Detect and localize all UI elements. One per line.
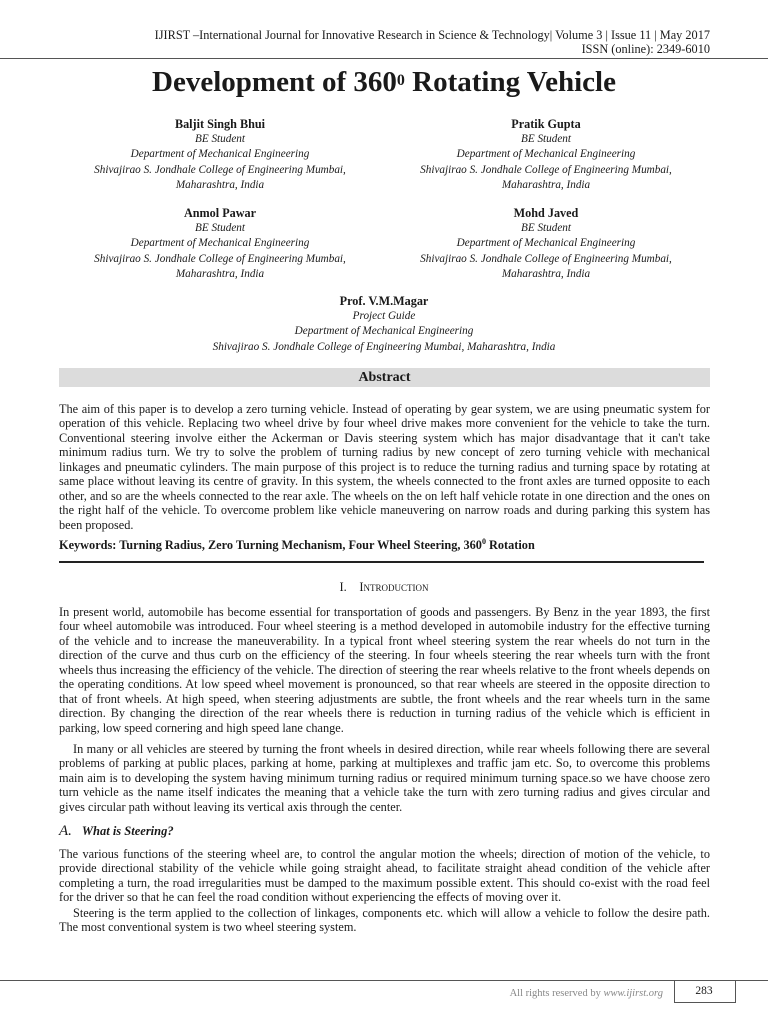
intro-paragraph-2: In many or all vehicles are steered by turning the front wheels in desired direction, while rear wheels following there are several problems of parking at public places, parking at home, parking at multiplexes and traffic jam etc. So, to overcome this problems main aim is to developing the system having minimum turning radius or required minimum turning space.so we have choose zero turn vehicle as the name itself indicates the meaning that a vehicle take the turn with zero turning radius and gives circular and gives circular path without leaving its vertical axis through the center. xyxy=(59,742,710,814)
author-college: Shivajirao S. Jondhale College of Engineering Mumbai, xyxy=(94,252,346,265)
author-dept: Department of Mechanical Engineering xyxy=(130,148,310,161)
abstract-text: The aim of this paper is to develop a zero turning vehicle. Instead of operating by gear system, we are using pneumatic system for operation of this vehicle. Replacing two wheel drive by four wheel drive makes more convenient for the vehicle to take the turn. Conventional steering involve either the Ackerman or Davis steering system which has major disadvantage that it can't take minimum radius turn. We try to solve the problem of turning radius by new concept of zero turning vehicle with mechanical linkages and pneumatic cylinders. The main purpose of this project is to reduce the turning radius and turning space by rotating at same place without leaving its centre of gravity. In this system, the wheels connected to the front axles are turned opposite to each other, and so are the wheels connected to the rear axle. The wheels on the on left half vehicle rotate in one direction and the ones on the right half of the vehicle. To overcome problem like vehicle maneuvering on narrow roads and during parking this system has been proposed. xyxy=(59,402,710,532)
author-block-3 xyxy=(60,206,380,282)
author-place: Maharashtra, India xyxy=(501,267,591,280)
subsection-heading-steering xyxy=(59,823,174,839)
author-name: Mohd Javed xyxy=(513,206,579,220)
author-block-1 xyxy=(60,117,380,193)
issn-line: ISSN (online): 2349-6010 xyxy=(581,42,710,56)
author-college: Shivajirao S. Jondhale College of Engineering Mumbai, xyxy=(420,163,672,176)
keywords-superscript: 0 xyxy=(481,537,486,546)
author-college: Shivajirao S. Jondhale College of Engineering Mumbai, xyxy=(420,252,672,265)
header-rule xyxy=(0,58,768,59)
author-block-2 xyxy=(386,117,706,193)
author-role: BE Student xyxy=(194,222,246,235)
steering-paragraph-2: Steering is the term applied to the collection of linkages, components etc. which will allow a vehicle to follow the desire path. The most conventional system is two wheel steering system. xyxy=(59,906,710,935)
title-superscript: 0 xyxy=(396,72,405,89)
keywords-line: Keywords: Turning Radius, Zero Turning Mechanism, Four Wheel Steering, $360^0$ Rotation xyxy=(59,537,535,553)
subsection-title: What is Steering? xyxy=(81,824,174,838)
author-name: Pratik Gupta xyxy=(511,117,581,131)
page-number: 283 xyxy=(695,985,713,997)
abstract-heading: Abstract xyxy=(59,368,710,387)
author-role: BE Student xyxy=(194,133,246,146)
section-heading-introduction xyxy=(0,580,768,594)
author-block-4 xyxy=(386,206,706,282)
author-place: Maharashtra, India xyxy=(501,178,591,191)
journal-header: IJIRST –International Journal for Innovative Research in Science & Technology| Volume 3 | Issue 11 | May 2017 xyxy=(154,28,710,42)
guide-dept: Department of Mechanical Engineering xyxy=(294,325,474,338)
steering-paragraph-1: The various functions of the steering wheel are, to control the angular motion the wheels; direction of motion of the vehicle, to provide directional stability of the vehicle while going straight ahead, to facilitate straight ahead condition of the vehicle after completing a turn, the road irregularities must be damped to the maximum possible extent. This should co-exist with the road feel for the driver so that he can feel the road condition without experiencing the effects of moving over it. xyxy=(59,847,710,905)
guide-college: Shivajirao S. Jondhale College of Engineering Mumbai, Maharashtra, India xyxy=(212,340,556,353)
footer-rule xyxy=(0,980,768,981)
intro-paragraph-1: In present world, automobile has become essential for transportation of goods and passengers. By Benz in the year 1893, the first four wheel automobile was introduced. Four wheel steering is a method developed in automobile industry for the effective turning of the vehicle and to increase the maneuverability. In a typical front wheel steering system the rear wheels do not turn in the direction of the curve and thus curb on the efficiency of the steering. In four wheels steering the rear wheels turn with the front wheels thus increasing the efficiency of the vehicle. The direction of steering the rear wheels relative to the front wheels depends on the operating conditions. At low speed wheel movement is pronounced, so that rear wheels are steered in the opposite direction to that of front wheels. At high speed, when steering adjustments are subtle, the front wheels and the rear wheels turn in the same direction. By changing the direction of the rear wheels there is reduction in turning radius of the vehicle which is efficient in parking, low speed cornering and high speed lane change. xyxy=(59,605,710,735)
author-name: Anmol Pawar xyxy=(183,206,257,220)
rights-text: All rights reserved by www.ijirst.org xyxy=(509,988,663,999)
guide-block xyxy=(60,294,708,355)
author-dept: Department of Mechanical Engineering xyxy=(456,237,636,250)
author-dept: Department of Mechanical Engineering xyxy=(456,148,636,161)
author-dept: Department of Mechanical Engineering xyxy=(130,237,310,250)
author-place: Maharashtra, India xyxy=(175,267,265,280)
paper-title: Development of $360^0$ Rotating Vehicle xyxy=(152,66,616,98)
author-name: Baljit Singh Bhui xyxy=(174,117,266,131)
author-college: Shivajirao S. Jondhale College of Engineering Mumbai, xyxy=(94,163,346,176)
author-place: Maharashtra, India xyxy=(175,178,265,191)
guide-name: Prof. V.M.Magar xyxy=(339,294,429,308)
section-title: Introduction xyxy=(359,580,429,594)
author-role: BE Student xyxy=(520,222,572,235)
keywords-rule xyxy=(59,561,704,563)
section-number: I. xyxy=(339,580,347,594)
site-link[interactable]: www.ijirst.org xyxy=(603,988,663,999)
author-role: BE Student xyxy=(520,133,572,146)
subsection-letter: A. xyxy=(59,823,72,839)
guide-role: Project Guide xyxy=(352,310,416,323)
